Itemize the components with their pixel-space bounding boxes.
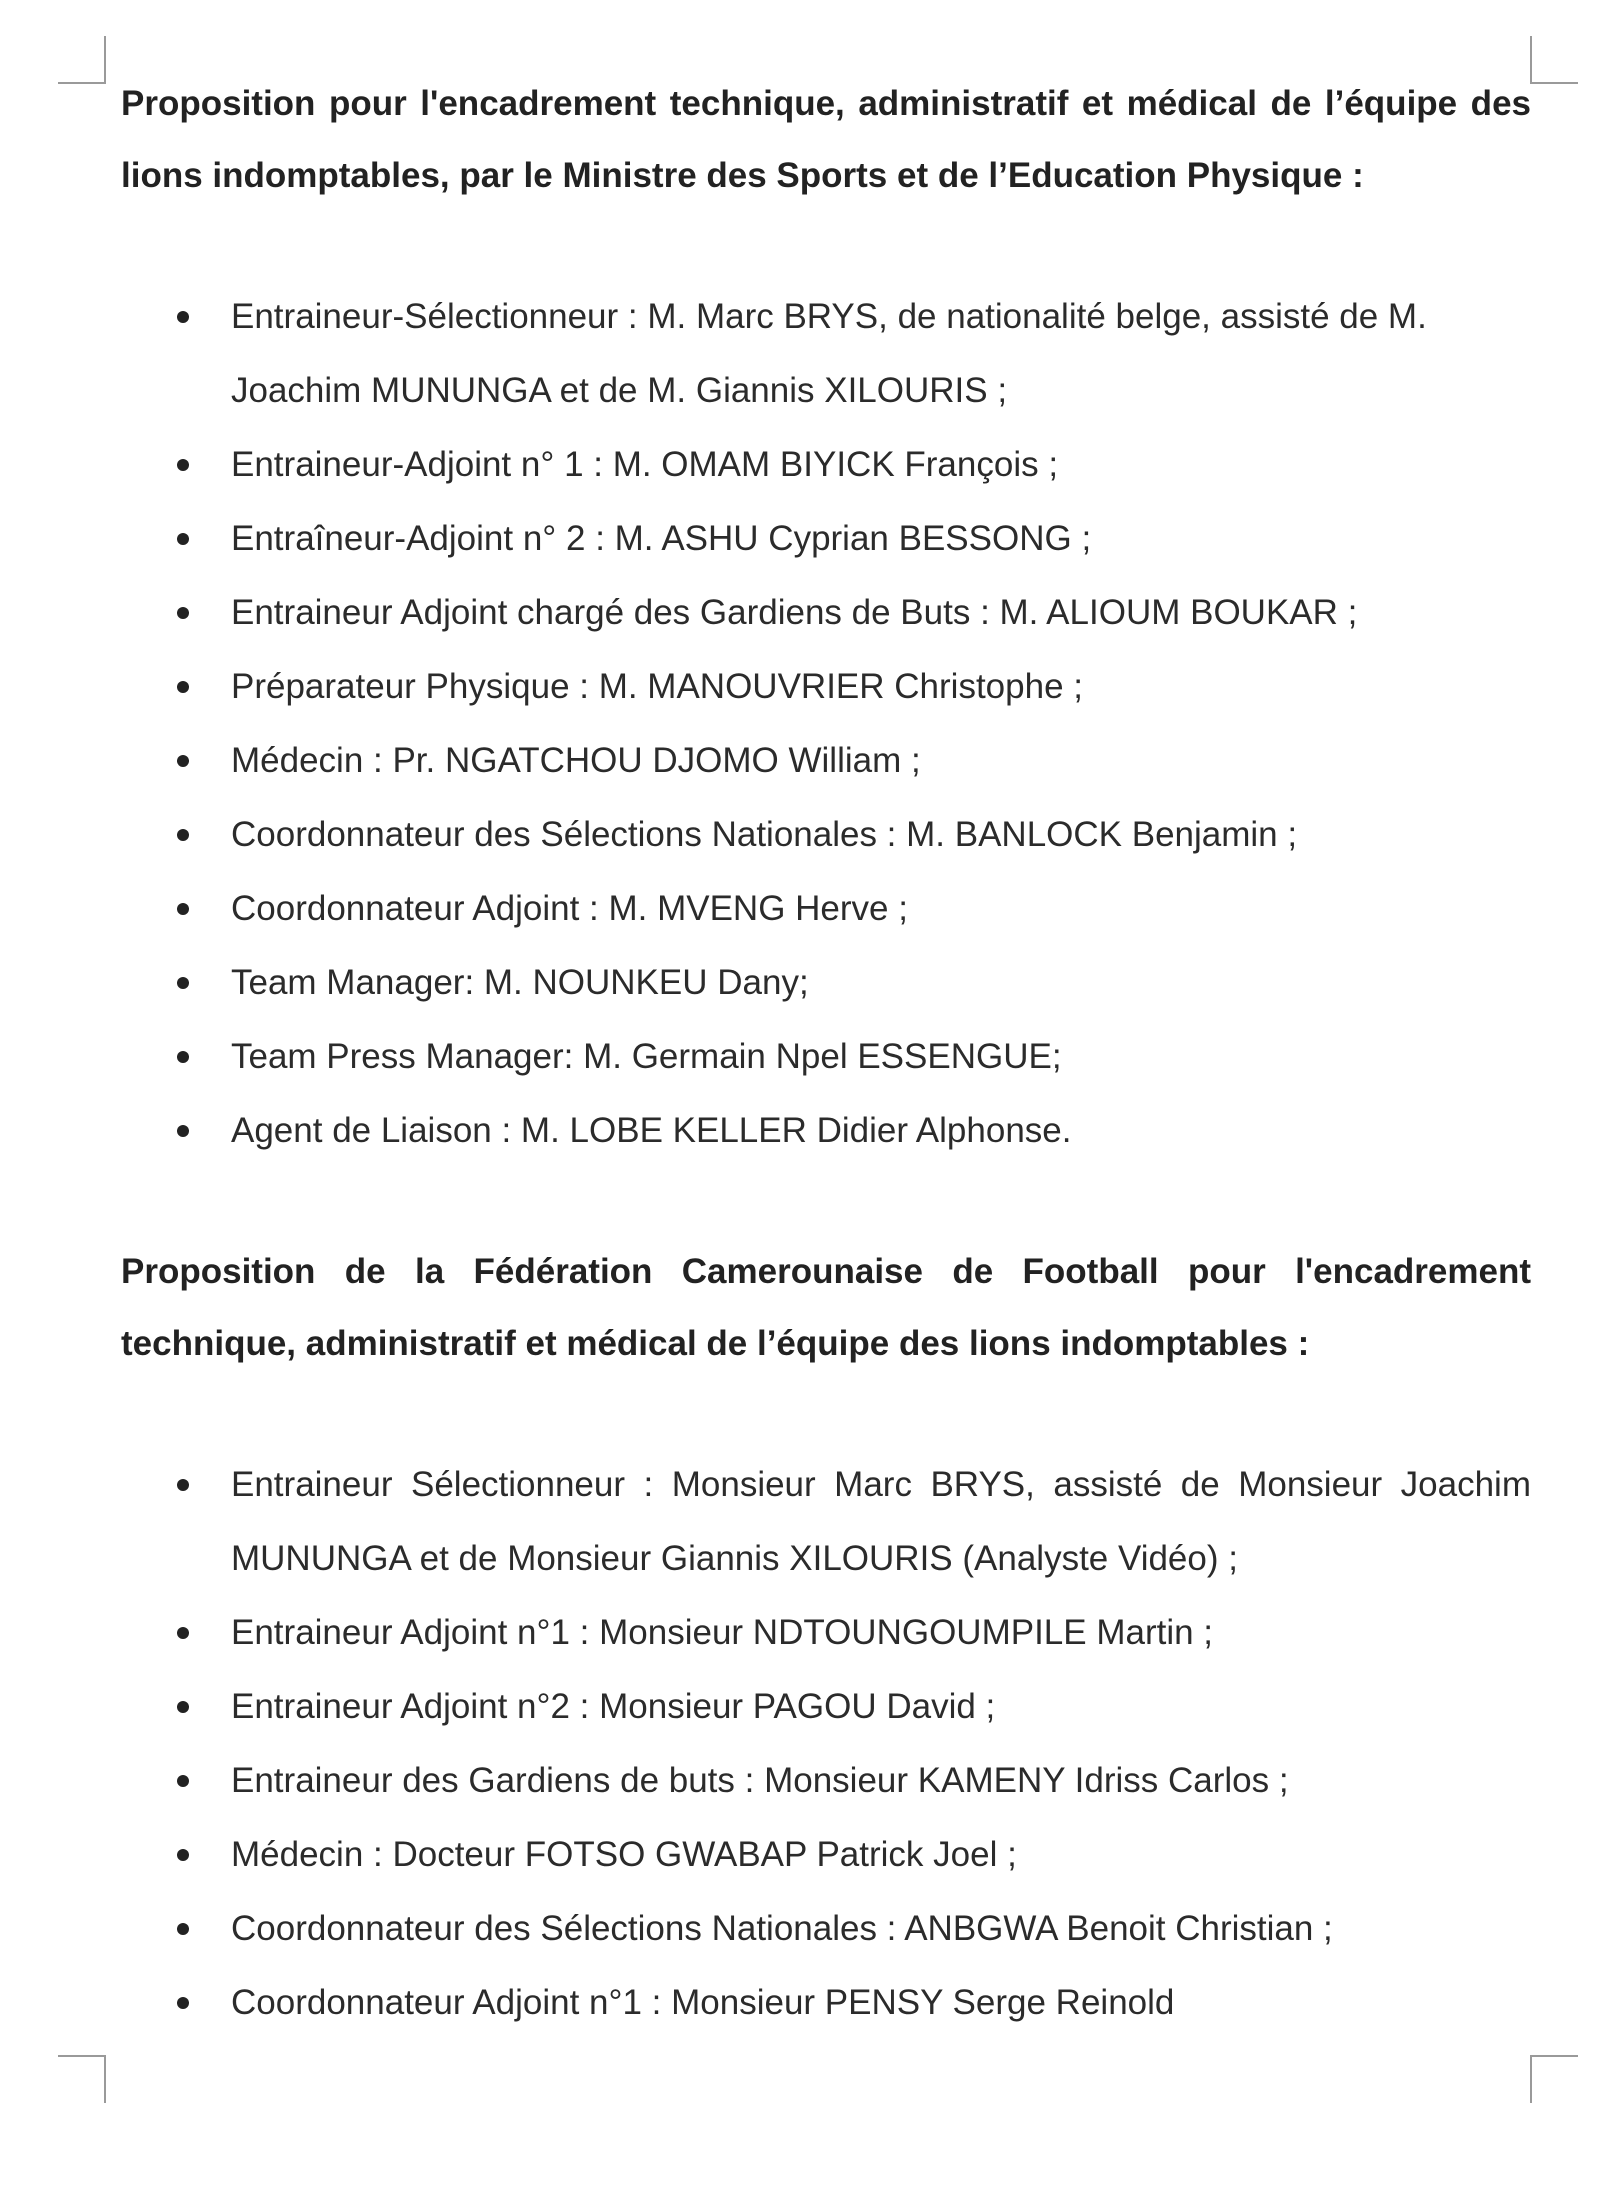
document-body [121,68,1531,2040]
bullet-icon [177,311,189,323]
bullet-icon [177,1923,189,1935]
list-item-text: Médecin : Pr. NGATCHOU DJOMO William ; [231,741,921,780]
bullet-icon [177,681,189,693]
list-item-text: Team Press Manager: M. Germain Npel ESSENGUE; [231,1037,1062,1076]
list-item-text: Entraineur des Gardiens de buts : Monsieur KAMENY Idriss Carlos ; [231,1761,1289,1800]
list-item-text: Entraîneur-Adjoint n° 2 : M. ASHU Cyprian BESSONG ; [231,519,1092,558]
list-item [121,1020,1531,1094]
list-item [121,1966,1531,2040]
bullet-icon [177,1997,189,2009]
list-item-text: Entraineur-Sélectionneur : M. Marc BRYS, de nationalité belge, assisté de M. Joachim MUNUNGA et de M. Giannis XILOURIS ; [231,297,1427,410]
bullet-icon [177,903,189,915]
list-item [121,872,1531,946]
list-item-text: Médecin : Docteur FOTSO GWABAP Patrick Joel ; [231,1835,1017,1874]
list-item [121,1670,1531,1744]
list-item-text: Entraineur Adjoint n°1 : Monsieur NDTOUNGOUMPILE Martin ; [231,1613,1214,1652]
list-item [121,576,1531,650]
list-item-text: Entraineur-Adjoint n° 1 : M. OMAM BIYICK François ; [231,445,1059,484]
bullet-icon [177,1125,189,1137]
crop-mark-top-right [1530,36,1578,84]
bullet-icon [177,977,189,989]
bullet-icon [177,459,189,471]
bullet-icon [177,1627,189,1639]
list-item-text: Entraineur Sélectionneur : Monsieur Marc BRYS, assisté de Monsieur Joachim MUNUNGA et de Monsieur Giannis XILOURIS (Analyste Vidéo) ; [231,1465,1531,1578]
bullet-icon [177,755,189,767]
list-item [121,1744,1531,1818]
bullet-icon [177,1479,189,1491]
list-item [121,1818,1531,1892]
list-item-text: Coordonnateur Adjoint : M. MVENG Herve ; [231,889,908,928]
list-item [121,1448,1531,1596]
list-item-text: Entraineur Adjoint chargé des Gardiens de Buts : M. ALIOUM BOUKAR ; [231,593,1358,632]
list-item [121,428,1531,502]
section2-staff-list [121,1448,1531,2040]
list-item [121,1892,1531,1966]
list-item-text: Team Manager: M. NOUNKEU Dany; [231,963,809,1002]
bullet-icon [177,607,189,619]
list-item [121,724,1531,798]
crop-mark-bottom-left [58,2055,106,2103]
section1-staff-list [121,280,1531,1168]
list-item [121,798,1531,872]
list-item-text: Agent de Liaison : M. LOBE KELLER Didier Alphonse. [231,1111,1072,1150]
list-item-text: Coordonnateur des Sélections Nationales : M. BANLOCK Benjamin ; [231,815,1298,854]
list-item [121,650,1531,724]
list-item [121,1596,1531,1670]
bullet-icon [177,1775,189,1787]
bullet-icon [177,1701,189,1713]
section2-heading: Proposition de la Fédération Camerounaise de Football pour l'encadrement technique, administratif et médical de l’équipe des lions indomptables : [121,1252,1531,1363]
list-item [121,502,1531,576]
list-item-text: Entraineur Adjoint n°2 : Monsieur PAGOU David ; [231,1687,996,1726]
crop-mark-top-left [58,36,106,84]
bullet-icon [177,1849,189,1861]
list-item-text: Coordonnateur des Sélections Nationales : ANBGWA Benoit Christian ; [231,1909,1333,1948]
list-item [121,1094,1531,1168]
list-item-text: Préparateur Physique : M. MANOUVRIER Christophe ; [231,667,1083,706]
bullet-icon [177,829,189,841]
list-item-text: Coordonnateur Adjoint n°1 : Monsieur PENSY Serge Reinold [231,1983,1175,2022]
crop-mark-bottom-right [1530,2055,1578,2103]
bullet-icon [177,533,189,545]
bullet-icon [177,1051,189,1063]
section1-heading: Proposition pour l'encadrement technique, administratif et médical de l’équipe des lions indomptables, par le Ministre des Sports et de l’Education Physique : [121,84,1531,195]
list-item [121,946,1531,1020]
list-item [121,280,1531,428]
